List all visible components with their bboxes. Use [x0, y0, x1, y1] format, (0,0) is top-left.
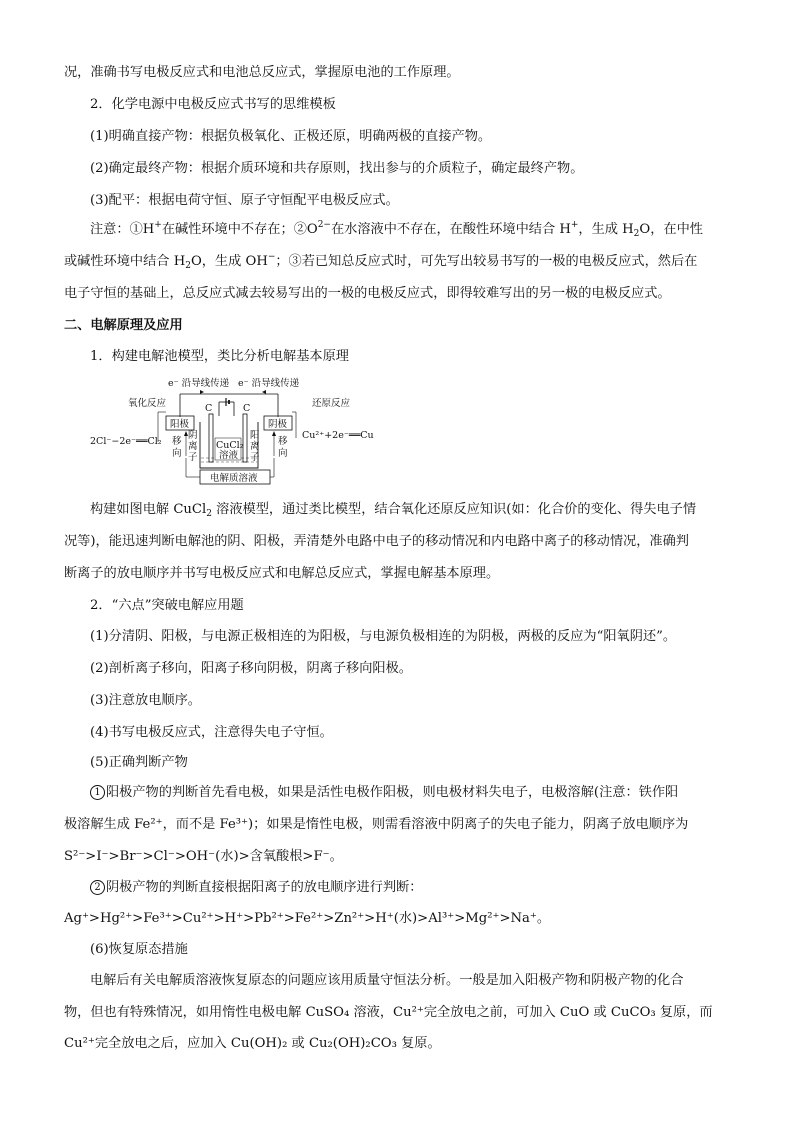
anion-label-1: 阴 — [188, 430, 198, 441]
electrode-c-right: C — [243, 403, 251, 414]
anode-product-line-1: 1 阳极产物的判断首先看电极，如果是活性电极作阳极，则电极材料失电子，电极溶解(注意：铁作阳 — [90, 783, 734, 803]
move-label-right-2: 向 — [278, 448, 288, 459]
anion-discharge-order: S²⁻>I⁻>Br⁻>Cl⁻>OH⁻(水)>含氧酸根>F⁻。 — [64, 849, 343, 864]
move-label-left-1: 移 — [172, 436, 182, 447]
template-step-1: (1)明确直接产物：根据负极氧化、正极还原，明确两极的直接产物。 — [90, 129, 492, 144]
restore-line-1: 电解后有关电解质溶液恢复原态的问题应该用质量守恒法分析。一般是加入阳极产物和阴极产物的化合 — [90, 973, 684, 988]
cation-label-2: 离 — [250, 441, 260, 452]
electron-flow-label-right: e⁻ 沿导线传递 — [238, 378, 300, 389]
anode-product-line-2: 极溶解生成 Fe²⁺，而不是 Fe³⁺)；如果是惰性电极，则需看溶液中阴离子的失电子能力，阴离子放电顺序为 — [64, 817, 689, 832]
cation-discharge-order: Ag⁺>Hg²⁺>Fe³⁺>Cu²⁺>H⁺>Pb²⁺>Fe²⁺>Zn²⁺>H⁺(水)>Al³⁺>Mg²⁺>Na⁺。 — [64, 911, 551, 926]
template-title: 2．化学电源中电极反应式书写的思维模板 — [90, 97, 336, 112]
cathode-equation: Cu²⁺+2e⁻══Cu — [302, 430, 374, 441]
six-point-2: (2)剖析离子移向，阳离子移向阴极，阴离子移向阳极。 — [90, 661, 412, 676]
six-point-4: (4)书写电极反应式，注意得失电子守恒。 — [90, 725, 333, 740]
template-step-2: (2)确定最终产物：根据介质环境和共存原则，找出参与的介质粒子，确定最终产物。 — [90, 161, 584, 176]
subsection-title: 1．构建电解池模型，类比分析电解基本原理 — [90, 349, 349, 364]
circled-number: 1 — [90, 785, 105, 800]
anode-equation: 2Cl⁻−2e⁻══Cl₂ — [90, 436, 162, 447]
anion-label-3: 子 — [188, 452, 198, 463]
electrolyte-label: 电解质溶液 — [210, 473, 258, 484]
note-line-1: 注意：①H+在碱性环境中不存在；$②O^{2-}$在水溶液中不存在，在酸性环境中结合 H+，生成 $H_2O$，在中性 — [90, 220, 703, 239]
six-point-5: (5)正确判断产物 — [90, 755, 188, 770]
move-label-right-1: 移 — [278, 436, 288, 447]
model-paragraph-line-3: 断离子的放电顺序并书写电极反应式和电解总反应式，掌握电解基本原理。 — [64, 566, 500, 581]
electrode-c-left: C — [205, 403, 213, 414]
note-line-2: 或碱性环境中结合 $H_2O$，生成 OH−；③若已知总反应式时，可先写出较易书写的一极的电极反应式，然后在 — [64, 252, 698, 271]
restore-line-2: 物，但也有特殊情况，如用惰性电极电解 CuSO₄ 溶液，Cu²⁺完全放电之前，可加入 CuO 或 CuCO₃ 复原，而 — [64, 1005, 713, 1020]
circled-number: 2 — [90, 880, 105, 895]
solution-formula: CuCl₂ — [216, 440, 244, 451]
electron-flow-label-left: e⁻ 沿导线传递 — [168, 378, 230, 389]
cation-label-3: 子 — [250, 452, 260, 463]
move-label-left-2: 向 — [172, 448, 182, 459]
six-points-title: 2．“六点”突破电解应用题 — [90, 598, 244, 613]
oxidation-label: 氧化反应 — [128, 398, 167, 409]
six-point-6: (6)恢复原态措施 — [90, 942, 188, 957]
solution-label: 溶液 — [219, 450, 239, 461]
restore-line-3: Cu²⁺完全放电之后，应加入 Cu(OH)₂ 或 Cu₂(OH)₂CO₃ 复原。 — [64, 1036, 441, 1051]
paragraph-line: 况，准确书写电极反应式和电池总反应式，掌握原电池的工作原理。 — [64, 65, 460, 80]
template-step-3: (3)配平：根据电荷守恒、原子守恒配平电极反应式。 — [90, 193, 399, 208]
cathode-product-line: 2 阴极产物的判断直接根据阳离子的放电顺序进行判断： — [90, 878, 734, 898]
section-heading: 二、电解原理及应用 — [64, 318, 183, 333]
note-line-3: 电子守恒的基础上，总反应式减去较易写出的一极的电极反应式，即得较难写出的另一极的电极反应式。 — [64, 286, 671, 301]
six-point-1: (1)分清阴、阳极，与电源正极相连的为阳极，与电源负极相连的为阴极，两极的反应为“阳氧阴还”。 — [90, 629, 677, 644]
anion-label-2: 离 — [188, 441, 198, 452]
electrolysis-cell-diagram — [88, 376, 388, 488]
model-paragraph-line-1: 构建如图电解 CuCl$_2$ 溶液模型，通过类比模型，结合氧化还原反应知识(如：化合价的变化、得失电子情 — [90, 502, 697, 519]
cathode-label: 阴极 — [268, 419, 288, 430]
anode-label: 阳极 — [170, 419, 190, 430]
six-point-3: (3)注意放电顺序。 — [90, 693, 201, 708]
reduction-label: 还原反应 — [312, 398, 351, 409]
model-paragraph-line-2: 况等)，能迅速判断电解池的阴、阳极，弄清楚外电路中电子的移动情况和内电路中离子的移动情况，准确判 — [64, 534, 689, 549]
cation-label-1: 阳 — [250, 430, 260, 441]
